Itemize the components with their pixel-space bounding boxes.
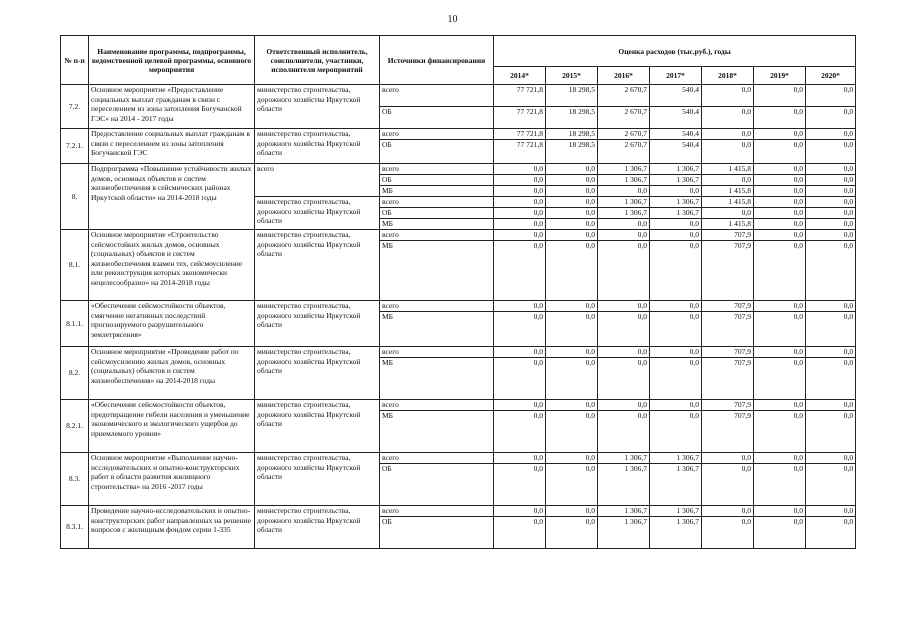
row-value: 0,0 [546, 411, 598, 453]
row-value: 540,4 [650, 85, 702, 107]
row-value: 1 306,7 [598, 464, 650, 506]
row-source: МБ [380, 186, 494, 197]
row-value: 0,0 [806, 186, 856, 197]
row-value: 0,0 [754, 241, 806, 301]
row-source: всего [380, 129, 494, 140]
row-source: всего [380, 400, 494, 411]
row-value: 0,0 [494, 186, 546, 197]
row-value: 1 306,7 [650, 164, 702, 175]
row-value: 0,0 [702, 506, 754, 517]
row-value: 0,0 [806, 107, 856, 129]
table-row [61, 400, 856, 411]
row-value: 0,0 [546, 347, 598, 358]
row-value: 0,0 [806, 230, 856, 241]
row-value: 0,0 [598, 312, 650, 347]
row-value: 0,0 [650, 219, 702, 230]
row-value: 0,0 [806, 164, 856, 175]
table-body [61, 85, 856, 549]
row-value: 0,0 [754, 140, 806, 164]
row-source: всего [380, 85, 494, 107]
row-executor: министерство строительства, дорожного хозяйства Иркутской области [255, 301, 380, 347]
row-value: 0,0 [650, 186, 702, 197]
row-value: 0,0 [702, 140, 754, 164]
row-value: 2 670,7 [598, 140, 650, 164]
row-source: ОБ [380, 464, 494, 506]
table-row [61, 506, 856, 517]
row-value: 707,9 [702, 230, 754, 241]
row-value: 0,0 [494, 347, 546, 358]
row-value: 18 298,5 [546, 140, 598, 164]
header-executor: Ответственный исполнитель, соисполнители, участники, исполнители мероприятий [255, 36, 380, 85]
row-value: 0,0 [702, 85, 754, 107]
row-executor: министерство строительства, дорожного хозяйства Иркутской области [255, 230, 380, 301]
row-value: 0,0 [546, 241, 598, 301]
row-value: 0,0 [546, 219, 598, 230]
row-code: 8.2.1. [61, 400, 89, 453]
row-value: 0,0 [546, 230, 598, 241]
expenses-table [60, 35, 856, 549]
row-value: 0,0 [806, 464, 856, 506]
row-value: 0,0 [806, 453, 856, 464]
row-value: 77 721,8 [494, 129, 546, 140]
row-value: 0,0 [754, 453, 806, 464]
row-source: всего [380, 197, 494, 208]
header-year: 2015* [546, 67, 598, 85]
row-value: 0,0 [806, 301, 856, 312]
row-value: 1 306,7 [598, 197, 650, 208]
row-value: 0,0 [702, 453, 754, 464]
row-value: 2 670,7 [598, 85, 650, 107]
row-code: 8.3.1. [61, 506, 89, 549]
row-value: 1 306,7 [650, 197, 702, 208]
table-row [61, 129, 856, 140]
row-name: Основное мероприятие «Проведение работ по сейсмоусилению жилых домов, основных (социальных) объектов и систем жизнеобеспечения» на 2014-2018 годы [89, 347, 255, 400]
row-value: 18 298,5 [546, 129, 598, 140]
row-value: 0,0 [754, 85, 806, 107]
row-value: 1 306,7 [598, 164, 650, 175]
header-estimate: Оценка расходов (тыс.руб.), годы [494, 36, 856, 67]
row-source: всего [380, 230, 494, 241]
row-source: всего [380, 301, 494, 312]
row-value: 0,0 [546, 312, 598, 347]
row-value: 540,4 [650, 129, 702, 140]
header-year: 2018* [702, 67, 754, 85]
row-value: 0,0 [754, 219, 806, 230]
row-value: 0,0 [494, 208, 546, 219]
row-value: 0,0 [546, 186, 598, 197]
row-source: МБ [380, 312, 494, 347]
row-value: 2 670,7 [598, 129, 650, 140]
header-year: 2016* [598, 67, 650, 85]
row-value: 0,0 [650, 241, 702, 301]
row-value: 0,0 [546, 197, 598, 208]
row-executor: министерство строительства, дорожного хозяйства Иркутской области [255, 347, 380, 400]
row-value: 0,0 [546, 208, 598, 219]
row-value: 0,0 [494, 312, 546, 347]
row-value: 707,9 [702, 411, 754, 453]
row-value: 0,0 [754, 208, 806, 219]
row-value: 0,0 [494, 175, 546, 186]
row-value: 0,0 [806, 506, 856, 517]
row-value: 1 306,7 [598, 175, 650, 186]
row-value: 0,0 [494, 464, 546, 506]
row-value: 0,0 [806, 411, 856, 453]
row-source: всего [380, 506, 494, 517]
header-row-1 [61, 36, 856, 67]
row-code: 7.2.1. [61, 129, 89, 164]
row-value: 0,0 [702, 107, 754, 129]
row-value: 0,0 [546, 517, 598, 549]
row-value: 0,0 [598, 186, 650, 197]
row-value: 1 306,7 [650, 208, 702, 219]
header-year: 2020* [806, 67, 856, 85]
row-name: Основное мероприятие «Строительство сейсмостойких жилых домов, основных (социальных) объектов и систем жизнеобеспечения взамен тех, сейсмоусиление или реконструкция которых экономически нецелесообразно» на 2014-2018 годы [89, 230, 255, 301]
row-value: 1 306,7 [598, 517, 650, 549]
row-value: 0,0 [494, 358, 546, 400]
row-source: всего [380, 453, 494, 464]
row-value: 0,0 [754, 175, 806, 186]
row-value: 77 721,8 [494, 140, 546, 164]
row-value: 707,9 [702, 358, 754, 400]
row-name: Основное мероприятие «Предоставление социальных выплат гражданам в связи с переселением из зоны затопления Богучанской ГЭС» на 2014 - 2017 годы [89, 85, 255, 129]
row-value: 0,0 [754, 197, 806, 208]
row-code: 8.2. [61, 347, 89, 400]
header-year: 2014* [494, 67, 546, 85]
row-name: Проведение научно-исследовательских и опытно-конструкторских работ направленных на решение вопросов с жилищным фондом серии 1-335 [89, 506, 255, 549]
row-value: 1 415,8 [702, 164, 754, 175]
row-value: 0,0 [754, 464, 806, 506]
row-value: 0,0 [598, 358, 650, 400]
header-year: 2019* [754, 67, 806, 85]
row-value: 0,0 [754, 164, 806, 175]
header-year: 2017* [650, 67, 702, 85]
header-no: № п-п [61, 36, 89, 85]
row-value: 0,0 [494, 453, 546, 464]
row-value: 0,0 [598, 411, 650, 453]
row-value: 0,0 [494, 197, 546, 208]
header-name: Наименование программы, подпрограммы, ведомственной целевой программы, основного мероприятия [89, 36, 255, 85]
row-value: 0,0 [598, 400, 650, 411]
row-value: 0,0 [598, 219, 650, 230]
row-value: 0,0 [702, 517, 754, 549]
row-value: 0,0 [702, 129, 754, 140]
row-value: 0,0 [754, 411, 806, 453]
table-row [61, 85, 856, 107]
row-value: 707,9 [702, 301, 754, 312]
page-number: 10 [447, 14, 458, 25]
row-source: ОБ [380, 107, 494, 129]
row-code: 8.3. [61, 453, 89, 506]
row-value: 0,0 [494, 506, 546, 517]
row-value: 0,0 [754, 347, 806, 358]
row-name: Предоставление социальных выплат гражданам в связи с переселением из зоны затопления Богучанской ГЭС [89, 129, 255, 164]
row-value: 1 306,7 [650, 464, 702, 506]
row-value: 0,0 [494, 411, 546, 453]
row-source: всего [380, 164, 494, 175]
row-value: 0,0 [494, 517, 546, 549]
row-value: 0,0 [546, 301, 598, 312]
row-value: 0,0 [806, 208, 856, 219]
header-source: Источники финансирования [380, 36, 494, 85]
row-value: 0,0 [754, 301, 806, 312]
row-value: 0,0 [754, 312, 806, 347]
row-value: 1 306,7 [650, 175, 702, 186]
row-value: 0,0 [754, 358, 806, 400]
row-source: всего [380, 347, 494, 358]
row-value: 1 306,7 [650, 506, 702, 517]
row-source: МБ [380, 219, 494, 230]
row-executor: министерство строительства, дорожного хозяйства Иркутской области [255, 400, 380, 453]
row-value: 0,0 [650, 347, 702, 358]
row-source: МБ [380, 411, 494, 453]
row-value: 0,0 [546, 506, 598, 517]
row-value: 0,0 [650, 400, 702, 411]
table-row [61, 164, 856, 175]
row-value: 0,0 [806, 241, 856, 301]
row-value: 1 306,7 [598, 208, 650, 219]
row-value: 1 306,7 [598, 506, 650, 517]
row-value: 0,0 [754, 517, 806, 549]
row-value: 0,0 [754, 186, 806, 197]
row-value: 0,0 [806, 197, 856, 208]
row-name: «Обеспечение сейсмостойкости объектов, смягчение негативных последствий прогнозируемого разрушительного землетрясения» [89, 301, 255, 347]
row-code: 8.1. [61, 230, 89, 301]
row-value: 1 306,7 [650, 517, 702, 549]
row-value: 0,0 [546, 400, 598, 411]
row-value: 0,0 [494, 400, 546, 411]
row-value: 0,0 [546, 175, 598, 186]
row-code: 7.2. [61, 85, 89, 129]
row-value: 0,0 [494, 301, 546, 312]
row-value: 0,0 [650, 358, 702, 400]
row-value: 0,0 [650, 411, 702, 453]
row-source: МБ [380, 358, 494, 400]
row-value: 0,0 [494, 164, 546, 175]
row-value: 77 721,8 [494, 85, 546, 107]
row-value: 0,0 [494, 241, 546, 301]
row-value: 0,0 [754, 129, 806, 140]
row-value: 1 415,8 [702, 219, 754, 230]
row-value: 0,0 [754, 506, 806, 517]
row-executor: министерство строительства, дорожного хозяйства Иркутской области [255, 453, 380, 506]
row-value: 707,9 [702, 347, 754, 358]
row-value: 707,9 [702, 312, 754, 347]
row-value: 707,9 [702, 400, 754, 411]
table-row [61, 230, 856, 241]
row-source: ОБ [380, 140, 494, 164]
row-value: 0,0 [754, 400, 806, 411]
row-value: 0,0 [598, 347, 650, 358]
row-value: 0,0 [598, 301, 650, 312]
row-value: 1 415,8 [702, 186, 754, 197]
row-source: ОБ [380, 517, 494, 549]
row-executor: министерство строительства, дорожного хозяйства Иркутской области [255, 506, 380, 549]
row-value: 0,0 [806, 219, 856, 230]
row-value: 0,0 [494, 219, 546, 230]
row-executor: министерство строительства, дорожного хозяйства Иркутской области [255, 85, 380, 129]
row-code: 8. [61, 164, 89, 230]
row-name: Подпрограмма «Повышение устойчивости жилых домов, основных объектов и систем жизнеобеспечения в сейсмических районах Иркутской области» на 2014-2018 годы [89, 164, 255, 230]
row-value: 0,0 [546, 358, 598, 400]
table-row [61, 453, 856, 464]
row-value: 0,0 [650, 312, 702, 347]
row-value: 0,0 [702, 175, 754, 186]
row-executor: всего [255, 164, 380, 197]
row-value: 18 298,5 [546, 85, 598, 107]
row-value: 0,0 [598, 241, 650, 301]
row-value: 540,4 [650, 140, 702, 164]
row-value: 0,0 [806, 517, 856, 549]
row-value: 0,0 [598, 230, 650, 241]
row-value: 0,0 [546, 164, 598, 175]
row-executor: министерство строительства, дорожного хозяйства Иркутской области [255, 129, 380, 164]
row-value: 0,0 [806, 129, 856, 140]
row-executor: министерство строительства, дорожного хозяйства Иркутской области [255, 197, 380, 230]
row-code: 8.1.1. [61, 301, 89, 347]
row-value: 0,0 [806, 358, 856, 400]
row-value: 77 721,8 [494, 107, 546, 129]
row-source: ОБ [380, 208, 494, 219]
row-value: 0,0 [754, 230, 806, 241]
row-value: 0,0 [806, 85, 856, 107]
row-value: 707,9 [702, 241, 754, 301]
row-value: 0,0 [494, 230, 546, 241]
row-value: 1 306,7 [598, 453, 650, 464]
row-value: 1 306,7 [650, 453, 702, 464]
row-value: 2 670,7 [598, 107, 650, 129]
table-row [61, 301, 856, 312]
row-value: 0,0 [702, 208, 754, 219]
row-value: 0,0 [806, 140, 856, 164]
row-value: 0,0 [806, 400, 856, 411]
row-value: 0,0 [650, 230, 702, 241]
row-value: 0,0 [806, 312, 856, 347]
row-value: 0,0 [546, 453, 598, 464]
row-name: «Обеспечение сейсмостойкости объектов, предотвращение гибели населения и уменьшение экономического и экологического ущербов до приемлемого уровня» [89, 400, 255, 453]
row-value: 0,0 [546, 464, 598, 506]
row-value: 0,0 [754, 107, 806, 129]
row-value: 0,0 [702, 464, 754, 506]
row-name: Основное мероприятие «Выполнение научно-исследовательских и опытно-конструкторских работ в области развития жилищного строительства» на 2016 -2017 годы [89, 453, 255, 506]
row-value: 540,4 [650, 107, 702, 129]
table-row [61, 347, 856, 358]
row-value: 0,0 [806, 175, 856, 186]
row-value: 18 298,5 [546, 107, 598, 129]
row-source: МБ [380, 241, 494, 301]
row-source: ОБ [380, 175, 494, 186]
row-value: 1 415,8 [702, 197, 754, 208]
row-value: 0,0 [650, 301, 702, 312]
row-value: 0,0 [806, 347, 856, 358]
